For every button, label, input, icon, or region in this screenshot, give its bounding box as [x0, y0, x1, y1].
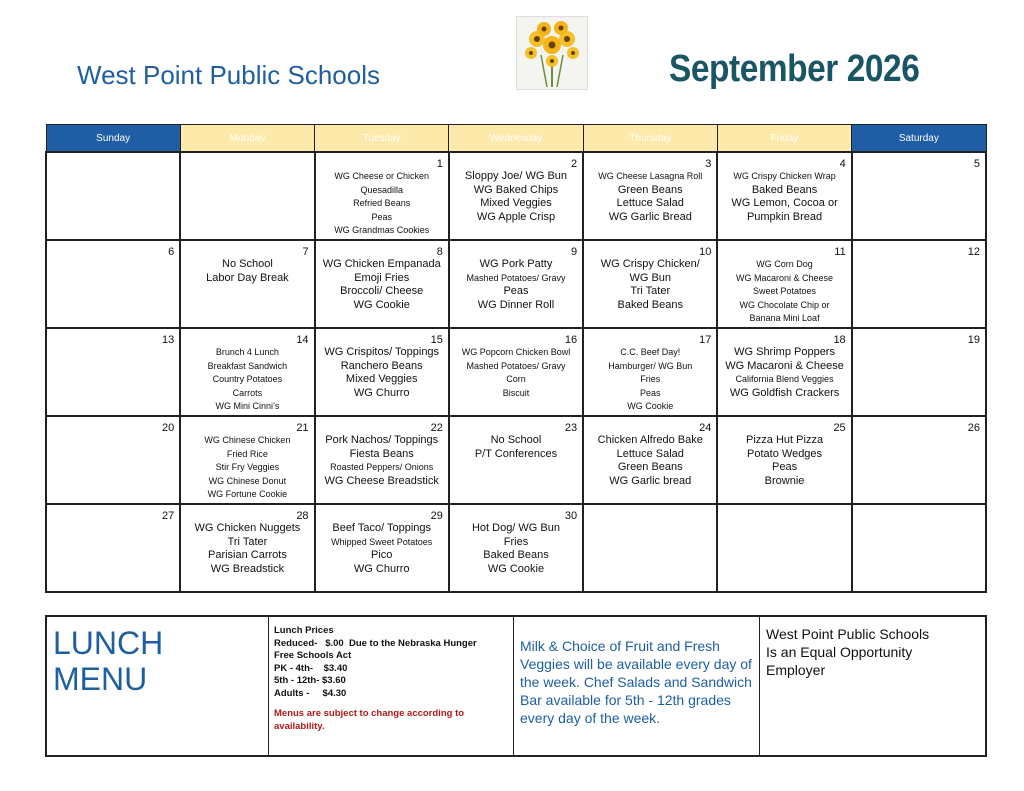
day-menu	[450, 346, 582, 400]
calendar-day-cell	[583, 328, 717, 416]
calendar-day-cell	[180, 152, 314, 240]
price-line: Reduced- $.00 Due to the Nebraska Hunger	[274, 637, 477, 649]
day-number: 5	[973, 158, 980, 170]
calendar-day-cell	[315, 152, 449, 240]
menu-item: No School	[490, 434, 542, 446]
day-number: 11	[834, 246, 846, 258]
menu-item: Roasted Peppers/ Onions	[330, 462, 434, 472]
menu-item: Lettuce Salad	[616, 197, 684, 209]
day-menu	[181, 258, 313, 285]
menu-item: WG Bun	[629, 271, 672, 284]
calendar-day-cell	[852, 152, 986, 240]
calendar-day-cell	[449, 240, 583, 328]
menu-item: Peas	[371, 211, 392, 222]
day-number: 8	[436, 246, 443, 258]
menu-item: Stir Fry Veggies	[215, 462, 280, 472]
school-title: West Point Public Schools	[77, 60, 380, 90]
calendar-week-row	[46, 416, 986, 504]
day-number: 23	[564, 422, 578, 434]
calendar-day-cell	[449, 504, 583, 592]
calendar-week-row	[46, 152, 986, 240]
menu-item: Brownie	[764, 474, 805, 487]
price-line: PK - 4th- $3.40	[274, 662, 348, 674]
menu-item: C.C. Beef Day!	[620, 347, 681, 357]
menu-item: WG Popcorn Chicken Bowl	[461, 347, 571, 357]
calendar-day-cell	[180, 240, 314, 328]
day-menu	[450, 522, 582, 576]
menu-item: Lettuce Salad	[616, 447, 684, 460]
menu-item: WG Crispitos/ Toppings	[324, 346, 440, 358]
lunch-prices-cell	[269, 617, 514, 755]
menu-item: Emoji Fries	[354, 271, 410, 284]
calendar-day-cell	[449, 152, 583, 240]
sunflower-bouquet-image	[516, 16, 588, 90]
menu-item: Banana Mini Loaf	[749, 313, 820, 323]
calendar-day-cell	[46, 504, 180, 592]
weekday-header-row	[46, 125, 986, 153]
menu-item: WG Garlic bread	[609, 474, 692, 487]
menu-disclaimer: Menus are subject to change according to availability.	[274, 708, 465, 732]
day-number: 26	[967, 422, 980, 434]
calendar-day-cell	[46, 416, 180, 504]
menu-item: WG Baked Chips	[473, 183, 559, 196]
day-number: 6	[168, 246, 175, 258]
price-line: Free Schools Act	[274, 650, 352, 661]
menu-item: Peas	[503, 285, 529, 297]
calendar-day-cell	[46, 240, 180, 328]
day-number: 2	[571, 158, 578, 170]
calendar-day-cell	[46, 328, 180, 416]
menu-item: WG Cookie	[353, 298, 410, 311]
menu-item: WG Breadstick	[210, 562, 285, 575]
equal-opportunity-line: West Point Public Schools	[766, 626, 930, 642]
weekday-wednesday: Wednesday	[449, 125, 583, 153]
menu-item: Parisian Carrots	[207, 549, 287, 561]
day-number	[181, 153, 313, 170]
menu-item: WG Chocolate Chip or	[739, 299, 830, 310]
menu-item: WG Cookie	[487, 562, 545, 575]
day-menu	[316, 170, 448, 238]
menu-item: WG Cheese Lasagna Roll	[598, 171, 703, 181]
menu-item: Sweet Potatoes	[753, 286, 817, 296]
day-menu	[718, 170, 850, 224]
menu-item: WG Cheese or Chicken	[334, 171, 429, 181]
menu-item: WG Cheese Breadstick	[324, 474, 439, 487]
calendar-week-row	[46, 328, 986, 416]
footer-panel	[45, 615, 987, 757]
menu-item: Pico	[371, 549, 393, 561]
day-number: 19	[967, 334, 980, 346]
weekday-saturday: Saturday	[852, 125, 986, 153]
calendar-day-cell	[717, 240, 851, 328]
menu-item: Fiesta Beans	[349, 447, 414, 460]
day-menu	[181, 522, 313, 576]
menu-item: Peas	[640, 387, 661, 398]
menu-item: Hot Dog/ WG Bun	[471, 522, 560, 534]
menu-item: WG Crispy Chicken/	[600, 258, 700, 270]
calendar-day-cell	[717, 328, 851, 416]
day-menu	[450, 258, 582, 312]
menu-item: Baked Beans	[751, 183, 818, 196]
day-number: 27	[162, 510, 175, 522]
equal-opportunity-cell	[760, 617, 985, 755]
day-number	[47, 153, 179, 170]
menu-item: Baked Beans	[483, 549, 549, 561]
day-number: 13	[162, 334, 175, 346]
calendar-day-cell	[180, 328, 314, 416]
menu-item: Tri Tater	[630, 285, 671, 297]
menu-item: Sloppy Joe/ WG Bun	[464, 170, 568, 182]
month-title: September 2026	[669, 48, 920, 90]
menu-item: Whipped Sweet Potatoes	[331, 536, 433, 547]
calendar-day-cell	[583, 416, 717, 504]
calendar-day-cell	[852, 240, 986, 328]
day-number: 12	[967, 246, 980, 258]
menu-item: Mashed Potatoes/ Gravy	[466, 360, 566, 371]
menu-item: Green Beans	[617, 461, 683, 473]
calendar-day-cell	[717, 152, 851, 240]
menu-item: WG Chicken Nuggets	[194, 522, 301, 534]
menu-item: Beef Taco/ Toppings	[332, 522, 432, 534]
calendar-table	[45, 124, 987, 593]
menu-item: WG Cookie	[627, 401, 674, 411]
weekday-tuesday: Tuesday	[315, 125, 449, 153]
menu-item: WG Mini Cinni’s	[215, 401, 280, 411]
weekday-monday: Monday	[180, 125, 314, 153]
day-menu	[718, 434, 850, 488]
menu-item: Pizza Hut Pizza	[746, 434, 824, 446]
day-menu	[584, 258, 716, 312]
menu-item: Carrots	[232, 387, 263, 398]
menu-item: WG Grandmas Cookies	[334, 225, 430, 235]
calendar-week-row	[46, 504, 986, 592]
day-number: 9	[571, 246, 578, 258]
calendar-day-cell	[583, 152, 717, 240]
milk-note: Milk & Choice of Fruit and Fresh Veggies will be available every day of the week. Chef Salads and Sandwich Bar available for 5th - 12th grades every day of the week.	[514, 617, 760, 755]
menu-item: WG Fortune Cookie	[207, 489, 288, 499]
day-menu	[181, 434, 313, 502]
calendar-day-cell	[583, 240, 717, 328]
menu-item: WG Crispy Chicken Wrap	[733, 171, 836, 181]
calendar-day-cell	[852, 416, 986, 504]
calendar-week-row	[46, 240, 986, 328]
menu-item: Green Beans	[617, 183, 683, 196]
menu-item: Mixed Veggies	[480, 197, 552, 209]
calendar-day-cell	[717, 504, 851, 592]
menu-item: WG Macaroni & Cheese	[736, 272, 834, 283]
day-number: 29	[430, 510, 443, 522]
calendar-day-cell	[315, 504, 449, 592]
menu-item: Fried Rice	[226, 448, 268, 459]
menu-item: Chicken Alfredo Bake	[597, 434, 703, 446]
menu-item: WG Apple Crisp	[476, 210, 556, 223]
day-number	[853, 505, 985, 522]
weekday-friday: Friday	[717, 125, 851, 153]
lunch-menu-label-line2: MENU	[53, 661, 148, 697]
day-number: 16	[564, 334, 578, 346]
calendar-day-cell	[46, 152, 180, 240]
day-number: 15	[430, 334, 443, 346]
menu-item: Peas	[772, 461, 798, 473]
lunch-prices-title: Lunch Prices	[274, 625, 334, 636]
menu-item: Corn	[506, 374, 526, 384]
menu-item: Ranchero Beans	[340, 359, 423, 372]
calendar-day-cell	[315, 416, 449, 504]
menu-item: Baked Beans	[617, 298, 683, 311]
lunch-menu-label-line1: LUNCH	[53, 625, 164, 661]
day-number: 20	[162, 422, 175, 434]
day-menu	[316, 522, 448, 576]
menu-item: Fries	[640, 374, 661, 384]
calendar-day-cell	[583, 504, 717, 592]
day-number: 3	[705, 158, 712, 170]
menu-item: WG Chinese Donut	[208, 475, 287, 486]
calendar-day-cell	[449, 328, 583, 416]
menu-item: WG Garlic Bread	[608, 210, 692, 223]
day-menu	[718, 346, 850, 400]
day-menu	[718, 258, 850, 326]
day-number: 18	[833, 334, 846, 346]
day-menu	[450, 434, 582, 461]
menu-item: WG Pork Patty	[479, 258, 553, 270]
day-number: 1	[436, 158, 443, 170]
day-menu	[450, 170, 582, 224]
menu-item: Labor Day Break	[206, 271, 289, 284]
menu-item: P/T Conferences	[474, 447, 558, 460]
menu-item: Fries	[503, 535, 529, 548]
menu-item: Brunch 4 Lunch	[215, 347, 279, 357]
menu-item: Hamburger/ WG Bun	[608, 360, 693, 371]
weekday-thursday: Thursday	[583, 125, 717, 153]
weekday-sunday: Sunday	[46, 125, 180, 153]
day-menu	[584, 170, 716, 224]
day-number: 14	[296, 334, 309, 346]
day-menu	[316, 258, 448, 312]
menu-item: WG Dinner Roll	[477, 298, 555, 311]
menu-item: WG Macaroni & Cheese	[725, 359, 844, 372]
day-number: 22	[430, 422, 443, 434]
menu-item: Pork Nachos/ Toppings	[325, 434, 439, 446]
day-number	[584, 505, 716, 522]
calendar-day-cell	[315, 240, 449, 328]
day-number: 17	[699, 334, 712, 346]
menu-item: Mashed Potatoes/ Gravy	[466, 272, 566, 283]
menu-item: Refried Beans	[353, 198, 411, 208]
menu-item: Biscuit	[502, 387, 530, 398]
menu-item: WG Shrimp Poppers	[734, 346, 835, 358]
menu-item: WG Chinese Chicken	[204, 435, 291, 445]
equal-opportunity-line: Is an Equal Opportunity	[766, 644, 913, 660]
menu-item: WG Churro	[353, 562, 410, 575]
day-number: 10	[699, 246, 712, 258]
lunch-menu-label-cell	[47, 617, 269, 755]
day-number: 28	[296, 510, 309, 522]
calendar-day-cell	[852, 504, 986, 592]
menu-item: Quesadilla	[360, 184, 403, 195]
calendar-day-cell	[315, 328, 449, 416]
day-number: 21	[296, 422, 309, 434]
day-menu	[316, 434, 448, 488]
day-number: 24	[699, 422, 712, 434]
day-menu	[584, 346, 716, 414]
day-number: 4	[839, 158, 846, 170]
menu-item: Broccoli/ Cheese	[340, 285, 424, 297]
menu-item: WG Chicken Empanada	[322, 258, 441, 270]
day-number: 25	[833, 422, 846, 434]
day-number	[718, 505, 850, 522]
menu-item: Tri Tater	[227, 535, 268, 548]
day-number: 7	[302, 246, 309, 258]
menu-item: Country Potatoes	[212, 374, 283, 384]
price-line: Adults - $4.30	[274, 687, 347, 699]
calendar-day-cell	[449, 416, 583, 504]
day-menu	[316, 346, 448, 400]
price-line: 5th - 12th- $3.60	[274, 675, 346, 686]
menu-item: No School	[222, 258, 273, 270]
menu-item: Breakfast Sandwich	[207, 360, 288, 371]
menu-item: WG Churro	[353, 386, 410, 399]
calendar-day-cell	[852, 328, 986, 416]
calendar-day-cell	[180, 416, 314, 504]
day-menu	[181, 346, 313, 414]
equal-opportunity-line: Employer	[766, 662, 826, 678]
menu-item: WG Corn Dog	[756, 259, 813, 269]
menu-item: Mixed Veggies	[345, 373, 418, 385]
day-number: 30	[564, 510, 578, 522]
menu-item: Pumpkin Bread	[746, 210, 823, 223]
calendar-day-cell	[180, 504, 314, 592]
menu-item: WG Goldfish Crackers	[729, 386, 840, 399]
menu-item: California Blend Veggies	[735, 374, 834, 384]
menu-item: Potato Wedges	[747, 447, 823, 460]
menu-item: WG Lemon, Cocoa or	[731, 197, 838, 209]
calendar-day-cell	[717, 416, 851, 504]
day-menu	[584, 434, 716, 488]
